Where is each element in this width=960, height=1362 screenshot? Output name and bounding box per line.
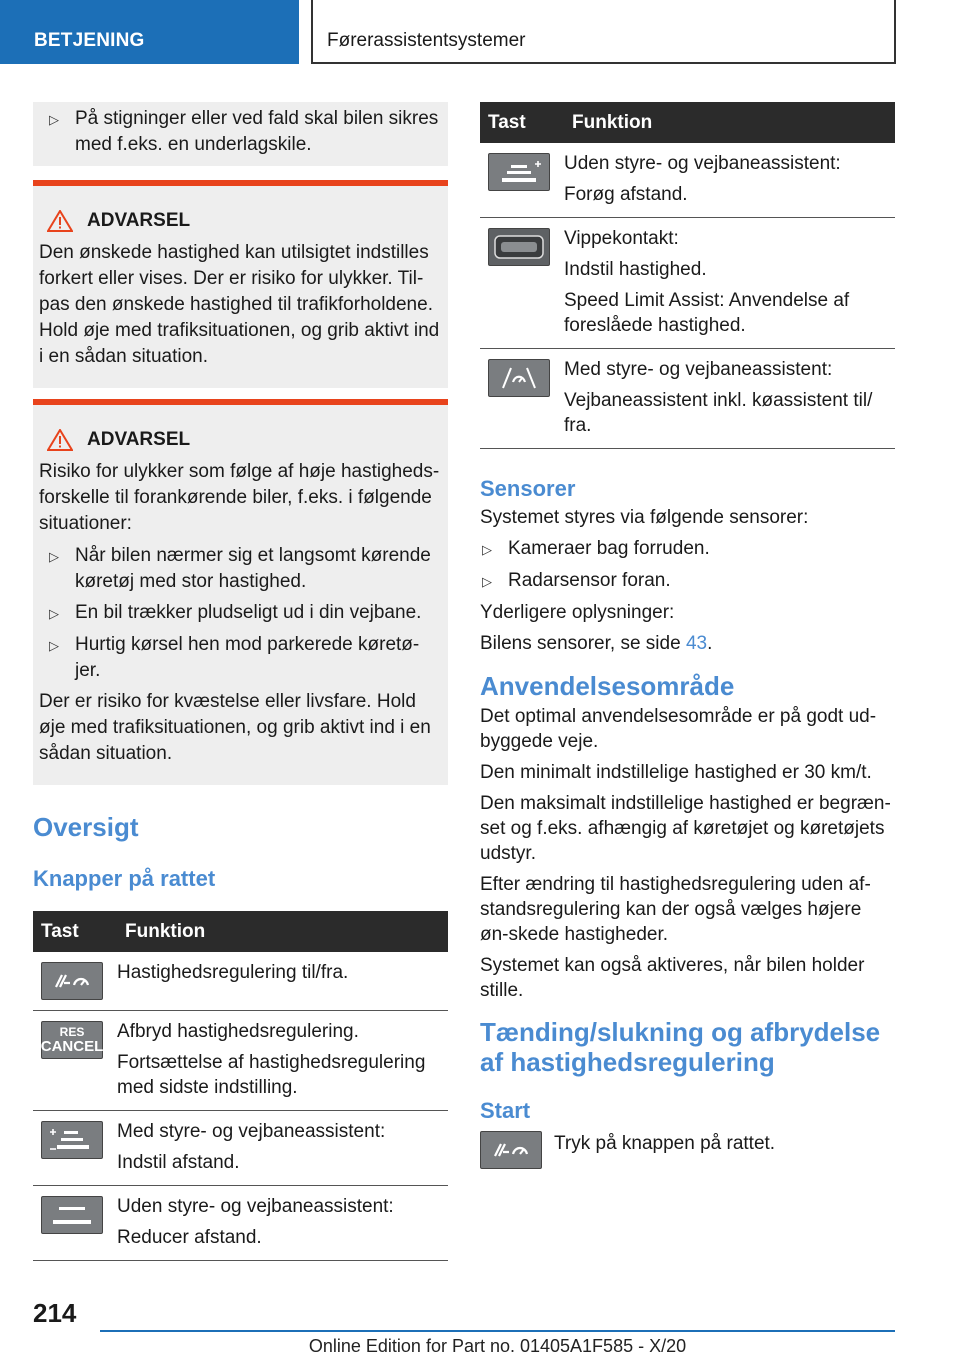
table-row [33,1111,448,1186]
func-text: Afbryd hastighedsregulering. [117,1021,359,1042]
warning-title: ADVARSEL [87,429,191,450]
res-label: RES [59,1024,85,1039]
triangle-bullet-icon: ▷ [49,112,59,127]
sensors-intro: Systemet styres via følgende sensorer: [480,507,809,528]
usage-para: Det optimal anvendelsesområde er på godt ud-byggede veje. [480,706,877,752]
func-text: Forøg afstand. [564,184,688,205]
func-text: Med styre- og vejbaneassistent: [117,1121,386,1142]
func-text: Reducer afstand. [117,1227,262,1248]
list-item [480,568,895,595]
table-row [480,349,895,449]
right-column [480,102,895,1169]
distance-increase-icon [488,153,550,191]
func-cell [117,1186,448,1261]
usage-para: Efter ændring til hastighedsregulering uden af-standsregulering kan der også vælges højere øn-skede hastigheder. [480,874,871,945]
func-cell [117,1011,448,1111]
list-item-text: Når bilen nærmer sig et langsomt kørende køretøj med stor hastighed. [75,545,431,592]
warning-header [39,208,440,234]
lane-assist-icon [488,359,550,397]
key-cell [33,1186,117,1261]
func-cell [117,1111,448,1186]
header-title: Førerassistentsystemer [311,0,896,64]
col-func-header: Funktion [564,102,895,143]
usage-para: Den maksimalt indstillelige hastighed er begræn-set og f.eks. afhængig af køretøjet og køretøjets udstyr. [480,793,891,864]
list-item-text: Kameraer bag forruden. [508,538,710,559]
res-cancel-icon [41,1021,103,1059]
page-number: 214 [33,1298,77,1328]
warning-box [33,180,448,388]
key-cell [480,143,564,218]
key-cell [33,1011,117,1111]
usage-para: Systemet kan også aktiveres, når bilen holder stille. [480,955,865,1001]
func-cell [564,218,895,349]
list-item [39,632,440,684]
triangle-bullet-icon: ▷ [49,549,59,564]
heading-sensors: Sensorer [480,476,576,501]
distance-reduce-icon [41,1196,103,1234]
key-cell [480,218,564,349]
table-row [33,1011,448,1111]
heading-start: Start [480,1098,531,1123]
warning-text: Den ønskede hastighed kan utilsigtet indstilles forkert eller vises. Der er risiko for ulykker. Til-pas den ønskede hastighed til trafikforholdene. Hold øje med trafiksituationen, og grib aktivt ind i en sådan situation. [39,242,440,367]
key-cell [480,349,564,449]
heading-onoff: Tænding/slukning og afbrydelse af hastighedsregulering [480,1017,881,1077]
list-item-text: På stigninger eller ved fald skal bilen sikres med f.eks. en underlagskile. [75,108,439,155]
table-row [480,218,895,349]
triangle-bullet-icon: ▷ [482,542,492,557]
heading-usage: Anvendelsesområde [480,671,735,701]
col-key-header: Tast [33,911,117,952]
page-link[interactable]: 43 [685,633,708,654]
ref-end: . [707,633,713,654]
func-cell [564,349,895,449]
list-item [39,543,440,595]
list-item-text: En bil trækker pludseligt ud i din vejbane. [75,602,422,623]
col-func-header: Funktion [117,911,448,952]
col-key-header: Tast [480,102,564,143]
left-column [33,102,448,1261]
triangle-bullet-icon: ▷ [49,606,59,621]
func-text: Speed Limit Assist: Anvendelse af foreslåede hastighed. [564,290,850,336]
warning-title: ADVARSEL [87,210,191,231]
table-header [480,102,895,143]
cancel-label: CANCEL [40,1037,104,1055]
key-cell [33,1111,117,1186]
triangle-bullet-icon: ▷ [482,574,492,589]
table-row [33,952,448,1011]
intro-box [33,102,448,166]
usage-para: Den minimalt indstillelige hastighed er 30 km/t. [480,762,872,783]
warning-outro: Der er risiko for kvæstelse eller livsfare. Hold øje med trafiksituationen, og grib aktivt ind i en sådan situation. [39,691,431,764]
ref-text: Bilens sensorer, se side [480,633,686,654]
func-text: Indstil afstand. [117,1152,240,1173]
func-text: Uden styre- og vejbaneassistent: [564,153,841,174]
distance-plus-minus-icon [41,1121,103,1159]
sensors-reference [480,631,895,656]
start-text: Tryk på knappen på rattet. [554,1133,776,1154]
func-text: Indstil hastighed. [564,259,707,280]
warning-header [39,427,440,453]
warning-box-2 [33,399,448,785]
warning-triangle-icon [47,210,73,232]
table-row [480,143,895,218]
header-section-tab: BETJENING [0,0,299,64]
table-header [33,911,448,952]
buttons-table-continued [480,102,895,449]
start-row [480,1131,895,1169]
triangle-bullet-icon: ▷ [49,638,59,653]
heading-overview: Oversigt [33,812,139,842]
cruise-control-icon [480,1131,542,1169]
warning-triangle-icon [47,429,73,451]
cruise-control-icon [41,962,103,1000]
func-cell [117,952,448,1011]
key-cell [33,952,117,1011]
list-item [480,536,895,563]
footer-divider [100,1330,895,1332]
list-item [39,106,440,158]
rocker-switch-icon [488,228,550,266]
footer-edition: Online Edition for Part no. 01405A1F585 - X/20 [308,1336,687,1356]
func-text: Hastighedsregulering til/fra. [117,962,349,983]
buttons-table [33,911,448,1261]
warning-intro: Risiko for ulykker som følge af høje hastigheds-forskelle til forankørende biler, f.eks. i følgende situationer: [39,461,440,534]
more-info: Yderligere oplysninger: [480,602,675,623]
list-item-text: Hurtig kørsel hen mod parkerede køretø-jer. [75,634,420,681]
list-item [39,600,440,627]
heading-buttons: Knapper på rattet [33,866,216,891]
table-row [33,1186,448,1261]
func-text: Med styre- og vejbaneassistent: [564,359,833,380]
func-text: Fortsættelse af hastighedsregulering med sidste indstilling. [117,1052,426,1098]
func-text: Vippekontakt: [564,228,679,249]
func-text: Vejbaneassistent inkl. køassistent til/ fra. [564,390,873,436]
func-cell [564,143,895,218]
list-item-text: Radarsensor foran. [508,570,671,591]
func-text: Uden styre- og vejbaneassistent: [117,1196,394,1217]
